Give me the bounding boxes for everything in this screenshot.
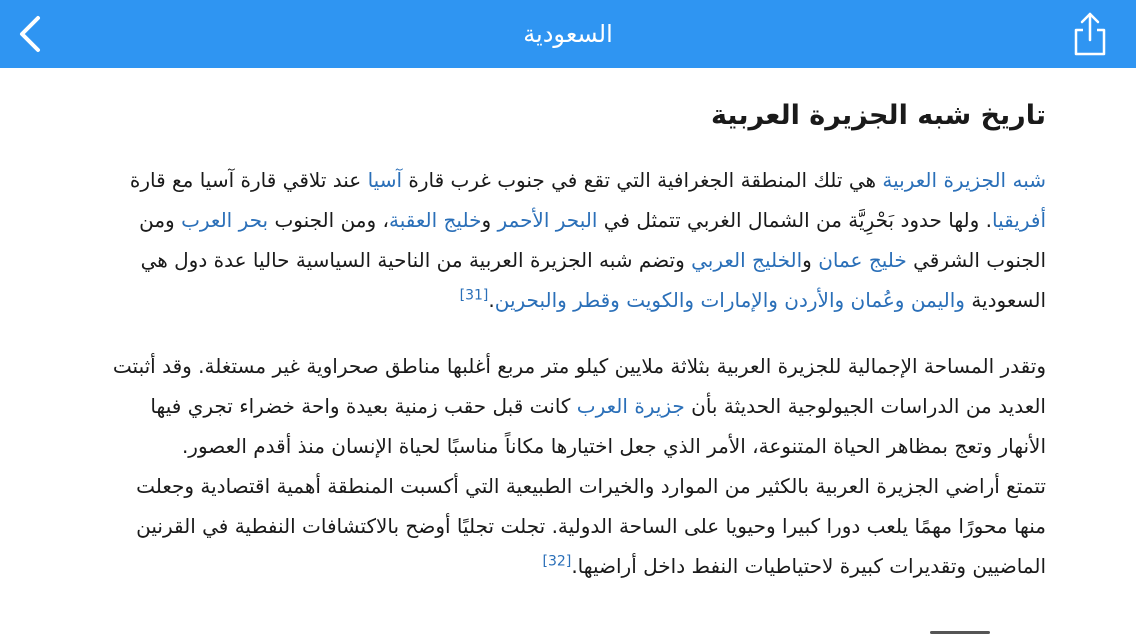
- back-button[interactable]: [12, 14, 52, 54]
- text-segment: ومن: [139, 208, 182, 232]
- text-segment: و: [481, 208, 498, 232]
- article-link[interactable]: وعُمان: [850, 288, 905, 312]
- paragraph-2-line-1: [90, 346, 1046, 386]
- article-link[interactable]: والأردن: [784, 288, 845, 312]
- paragraph-2-line-3: [90, 426, 1046, 466]
- article-link[interactable]: وقطر: [573, 288, 620, 312]
- paragraph-2-line-4: [90, 466, 1046, 506]
- paragraph-2-line-6: [90, 546, 1046, 586]
- text-segment: وتقدر المساحة الإجمالية للجزيرة العربية بثلاثة ملايين كيلو متر مربع أغلبها مناطق صحراوية غير مستغلة. وقد أثبتت: [112, 354, 1046, 378]
- text-segment: و: [802, 248, 819, 272]
- text-segment: .: [488, 288, 495, 312]
- article-content: [90, 90, 1046, 586]
- text-segment: ، ومن الجنوب: [268, 208, 389, 232]
- paragraph-2-line-5: [90, 506, 1046, 546]
- text-segment: وتضم شبه الجزيرة العربية من الناحية السياسية حاليا عدة دول هي: [140, 248, 692, 272]
- share-icon: [1070, 10, 1110, 58]
- article-link[interactable]: والكويت: [626, 288, 695, 312]
- text-segment: عند تلاقي قارة آسيا مع قارة: [129, 168, 368, 192]
- article-link[interactable]: والبحرين: [494, 288, 567, 312]
- chevron-left-icon: [12, 14, 52, 54]
- article-link[interactable]: خليج العقبة: [388, 208, 482, 232]
- paragraph-1-line-2: [90, 200, 1046, 240]
- text-segment: تتمتع أراضي الجزيرة العربية بالكثير من الموارد والخيرات الطبيعية التي أكسبت المنطقة أهمية اقتصادية وجعلت: [136, 474, 1046, 498]
- navigation-bar: [0, 0, 1136, 68]
- next-section-heading-cutoff: [930, 627, 990, 639]
- article-link[interactable]: البحر الأحمر: [497, 208, 598, 232]
- text-segment: الجنوب الشرقي: [906, 248, 1046, 272]
- text-segment: العديد من الدراسات الجيولوجية الحديثة بأن: [684, 394, 1046, 418]
- text-segment: الماضيين وتقديرات كبيرة لاحتياطيات النفط داخل أراضيها.: [571, 554, 1046, 578]
- text-segment: كانت قبل حقب زمنية بعيدة واحة خضراء تجري فيها: [150, 394, 577, 418]
- paragraph-gap: [90, 320, 1046, 346]
- reference-link[interactable]: [32]: [542, 553, 572, 570]
- paragraph-1-line-1: [90, 160, 1046, 200]
- article-link[interactable]: جزيرة العرب: [576, 394, 685, 418]
- text-segment: هي تلك المنطقة الجغرافية التي تقع في جنوب غرب قارة: [402, 168, 883, 192]
- section-heading: تاريخ شبه الجزيرة العربية: [710, 100, 1046, 131]
- article-link[interactable]: شبه الجزيرة العربية: [882, 168, 1046, 192]
- article-link[interactable]: واليمن: [910, 288, 965, 312]
- article-link[interactable]: آسيا: [367, 168, 403, 192]
- article-link[interactable]: بحر العرب: [181, 208, 269, 232]
- share-button[interactable]: [1070, 10, 1110, 58]
- page-title: السعودية: [523, 20, 613, 48]
- paragraph-1-line-4: [90, 280, 1046, 320]
- text-segment: منها محورًا مهمًا يلعب دورا كبيرا وحيويا على الساحة الدولية. تجلت تجليًا أوضح بالاكتشافات النفطية في القرنين: [136, 514, 1046, 538]
- text-segment: السعودية: [964, 288, 1046, 312]
- text-segment: الأنهار وتعج بمظاهر الحياة المتنوعة، الأمر الذي جعل اختيارها مكاناً مناسبًا لحياة الإنسان منذ أقدم العصور.: [181, 434, 1046, 458]
- text-segment: . ولها حدود بَحْرِيَّة من الشمال الغربي تتمثل في: [597, 208, 993, 232]
- article-link[interactable]: خليج عمان: [818, 248, 907, 272]
- reference-link[interactable]: [31]: [459, 287, 489, 304]
- paragraph-2-line-2: [90, 386, 1046, 426]
- paragraph-1-line-3: [90, 240, 1046, 280]
- article-link[interactable]: والإمارات: [700, 288, 778, 312]
- article-link[interactable]: الخليج العربي: [691, 248, 803, 272]
- article-link[interactable]: أفريقيا: [992, 208, 1046, 232]
